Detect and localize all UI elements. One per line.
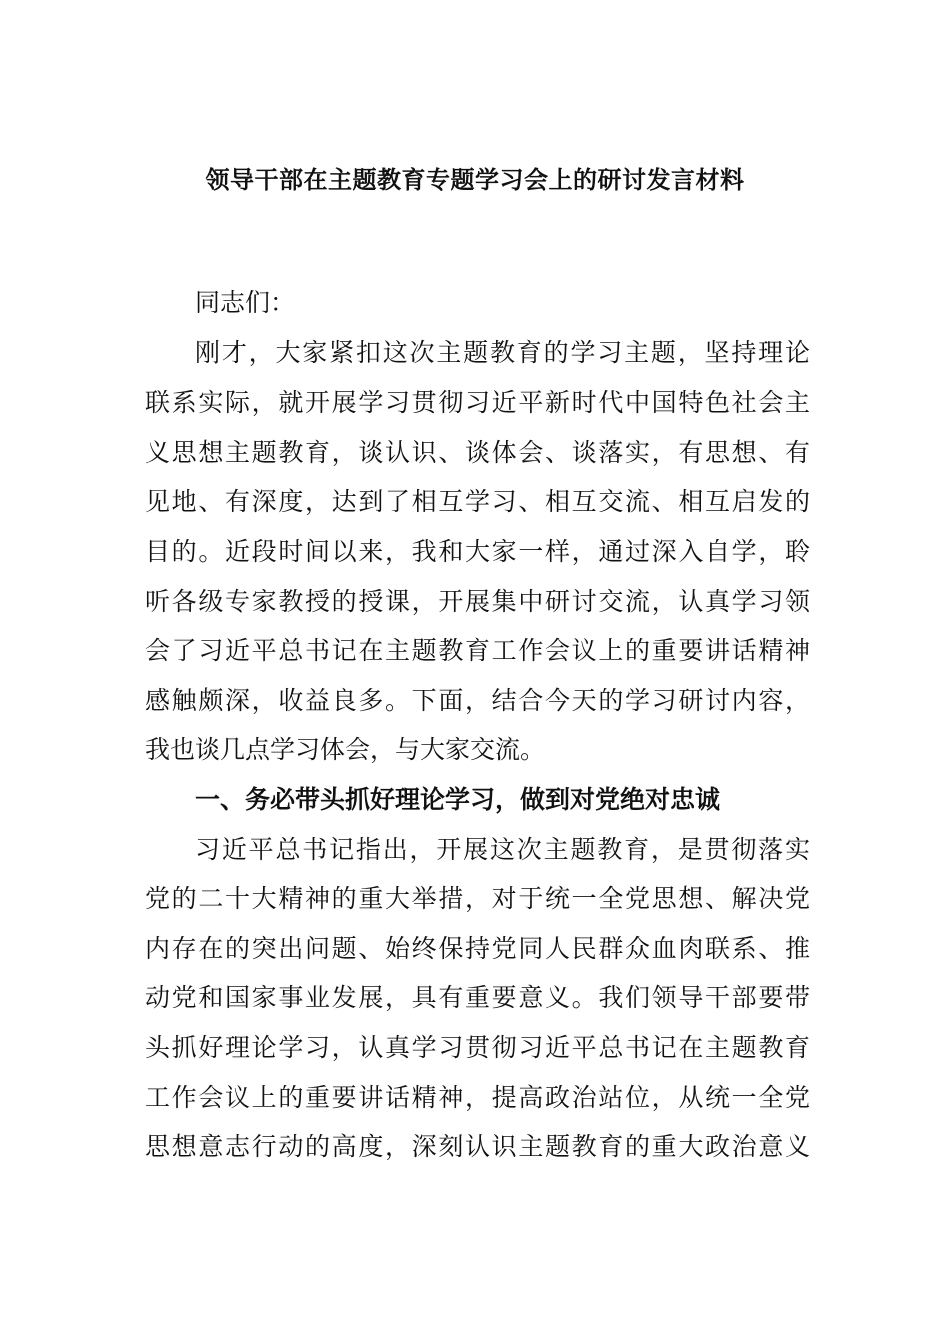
paragraph-2-line-5: 头抓好理论学习，认真学习贯彻习近平总书记在主题教育 (145, 1033, 810, 1062)
paragraph-1-line-2: 联系实际，就开展学习贯彻习近平新时代中国特色社会主 (145, 388, 810, 417)
paragraph-1-line-3: 义思想主题教育，谈认识、谈体会、谈落实，有思想、有 (145, 438, 810, 467)
paragraph-2-line-3: 内存在的突出问题、始终保持党同人民群众血肉联系、推 (145, 934, 810, 963)
paragraph-2-line-1: 习近平总书记指出，开展这次主题教育，是贯彻落实 (195, 835, 810, 864)
section-heading-1: 一、务必带头抓好理论学习，做到对党绝对忠诚 (195, 785, 721, 814)
paragraph-2-line-2: 党的二十大精神的重大举措，对于统一全党思想、解决党 (145, 884, 810, 913)
paragraph-2-line-7: 思想意志行动的高度，深刻认识主题教育的重大政治意义 (145, 1132, 810, 1161)
paragraph-1-line-5: 目的。近段时间以来，我和大家一样，通过深入自学，聆 (145, 537, 810, 566)
paragraph-1-line-4: 见地、有深度，达到了相互学习、相互交流、相互启发的 (145, 487, 810, 516)
paragraph-1-line-9: 我也谈几点学习体会，与大家交流。 (145, 735, 546, 764)
paragraph-1-line-7: 会了习近平总书记在主题教育工作会议上的重要讲话精神 (145, 636, 810, 665)
paragraph-1-line-8: 感触颇深，收益良多。下面，结合今天的学习研讨内容， (145, 686, 810, 715)
salutation: 同志们： (195, 288, 296, 317)
paragraph-2-line-4: 动党和国家事业发展，具有重要意义。我们领导干部要带 (145, 983, 810, 1012)
paragraph-1-line-1: 刚才，大家紧扣这次主题教育的学习主题，坚持理论 (195, 338, 810, 367)
document-title: 领导干部在主题教育专题学习会上的研讨发言材料 (205, 166, 745, 194)
paragraph-2-line-6: 工作会议上的重要讲话精神，提高政治站位，从统一全党 (145, 1083, 810, 1112)
paragraph-1-line-6: 听各级专家教授的授课，开展集中研讨交流，认真学习领 (145, 587, 810, 616)
